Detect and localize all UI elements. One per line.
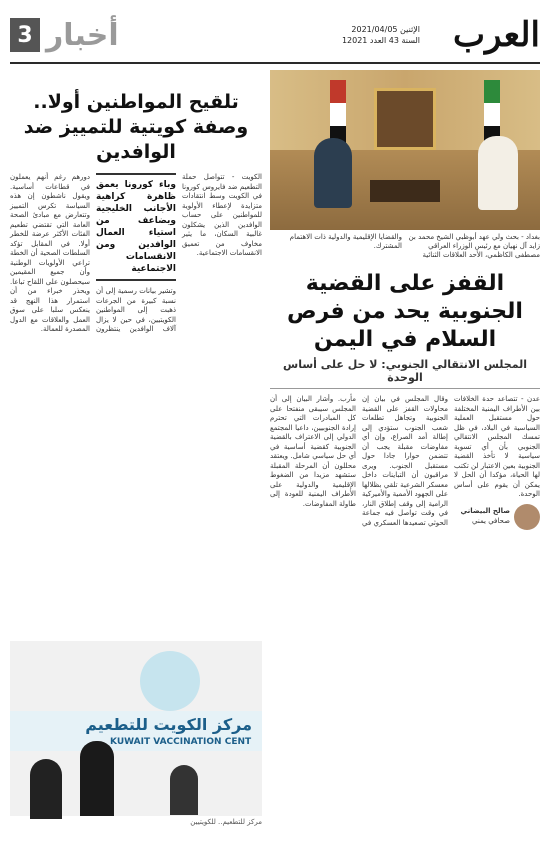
main-headline: القفز على القضية الجنوبية يحد من فرص السلام في اليمن	[287, 271, 523, 352]
byline	[454, 504, 540, 530]
issue-line: السنة 43 العدد 12021	[341, 36, 420, 45]
section-header	[10, 18, 119, 53]
author-avatar	[514, 504, 540, 530]
date-line: الإثنين 2021/04/05	[351, 25, 420, 34]
vaccination-center-photo	[10, 641, 262, 816]
newspaper-logo: العرب	[453, 15, 540, 55]
side-article-body	[10, 173, 262, 633]
person-figure	[80, 741, 114, 816]
photo-sign-english: KUWAIT VACCINATION CENT	[110, 737, 252, 747]
main-body-paragraph: وقال المجلس في بيان إن محاولات القفز على القضية الجنوبية وتجاهل تطلعات شعب الجنوب ستؤدي إلى إطالة أمد الصراع، وإن أي مفاوضات مقبلة يجب أن تتضمن حوارا جادا حول مستقبل الجنوب. ويرى مراقبون أن التباينات داخل معسكر الشرعية تلقي بظلالها على الجهود الأممية والأميركية الرامية إلى وقف إطلاق النار، في وقت تواصل فيه جماعة الحوثي تصعيدها العسكري في مأرب. وأشار البيان إلى أن المجلس سيبقى منفتحا على كل المبادرات التي تحترم إرادة الجنوبيين، داعيا المجتمع الدولي إلى الاعتراف بالقضية الجنوبية كقضية أساسية في أي حل سياسي شامل. ويعتقد محللون أن المرحلة المقبلة ستشهد مزيدا من الضغوط الإقليمية والدولية على الأطراف اليمنية للعودة إلى طاولة المفاوضات.	[270, 395, 448, 527]
side-lead-paragraph: الكويت - تتواصل حملة التطعيم ضد فايروس كورونا في الكويت وسط انتقادات متزايدة لإعطاء الأولوية للمواطنين على حساب الوافدين الذين يشكلون غالبية السكان، ما يثير مخاوف من تعميق الانقسامات الاجتماعية.	[182, 173, 262, 257]
main-photo-caption: بغداد - بحث ولي عهد أبوظبي الشيخ محمد بن زايد آل نهيان مع رئيس الوزراء العراقي مصطفى الكاظمي، الأحد العلاقات الثنائية والقضايا الإقليمية والدولية ذات الاهتمام المشترك.	[289, 233, 540, 259]
page-body	[10, 70, 540, 826]
side-headline: تلقيح المواطنين أولا.. وصفة كويتية للتمييز ضد الوافدين	[23, 91, 249, 163]
person-figure	[314, 138, 352, 208]
pullquote: وباء كورونا يعمق ظاهرة كراهية الأجانب الخليجية ويضاعف من استياء العمال الوافدين ومن الانقسامات الاجتماعية	[96, 173, 176, 281]
author-role: صحافي يمني	[472, 516, 510, 525]
person-figure	[30, 759, 62, 819]
main-article-body	[270, 395, 540, 865]
main-story	[270, 70, 540, 815]
vaccination-logo-icon	[140, 651, 200, 711]
main-subheadline: المجلس الانتقالي الجنوبي: لا حل على أساس الوحدة	[270, 358, 540, 389]
side-story	[10, 70, 262, 826]
edition-info	[310, 24, 420, 46]
masthead	[10, 8, 540, 64]
author-name: صالح البيضاني	[460, 507, 510, 515]
main-lead-paragraph: عدن - تتصاعد حدة الخلافات بين الأطراف اليمنية المختلفة حول مستقبل العملية السياسية في البلاد، في ظل تمسك المجلس الانتقالي الجنوبي بأن أي تسوية سياسية لا تأخذ القضية الجنوبية بعين الاعتبار لن تكتب لها الحياة، مؤكدا أن الحل لا يمكن أن يقوم على أساس الوحدة.	[454, 395, 540, 498]
person-figure	[170, 765, 198, 815]
table-figure	[370, 180, 440, 202]
person-figure	[478, 136, 518, 210]
section-number: 3	[10, 18, 40, 52]
side-body-paragraph: وتشير بيانات رسمية إلى أن نسبة كبيرة من الجرعات ذهبت إلى المواطنين الكويتيين، في حين لا يزال آلاف الوافدين ينتظرون دورهم رغم أنهم يعملون في قطاعات أساسية. ويقول ناشطون إن هذه السياسة تكرس التمييز وتتعارض مع مبادئ الصحة العامة التي تقتضي تطعيم الفئات الأكثر عرضة للخطر أولا. في المقابل تؤكد السلطات الصحية أن الخطة تراعي الأولويات الوطنية وأن جميع المقيمين سيحصلون على اللقاح تباعا. ويحذر خبراء من أن استمرار هذا النهج قد ينعكس سلبا على سوق العمل والعلاقات مع الدول المصدرة للعمالة.	[10, 173, 176, 333]
side-photo-caption: مركز للتطعيم.. للكويتيين	[190, 818, 262, 826]
section-name: أخبار	[46, 17, 119, 53]
main-story-photo	[270, 70, 540, 230]
portrait-frame	[374, 88, 436, 150]
photo-sign-arabic: مركز الكويت للتطعيم	[85, 715, 252, 734]
